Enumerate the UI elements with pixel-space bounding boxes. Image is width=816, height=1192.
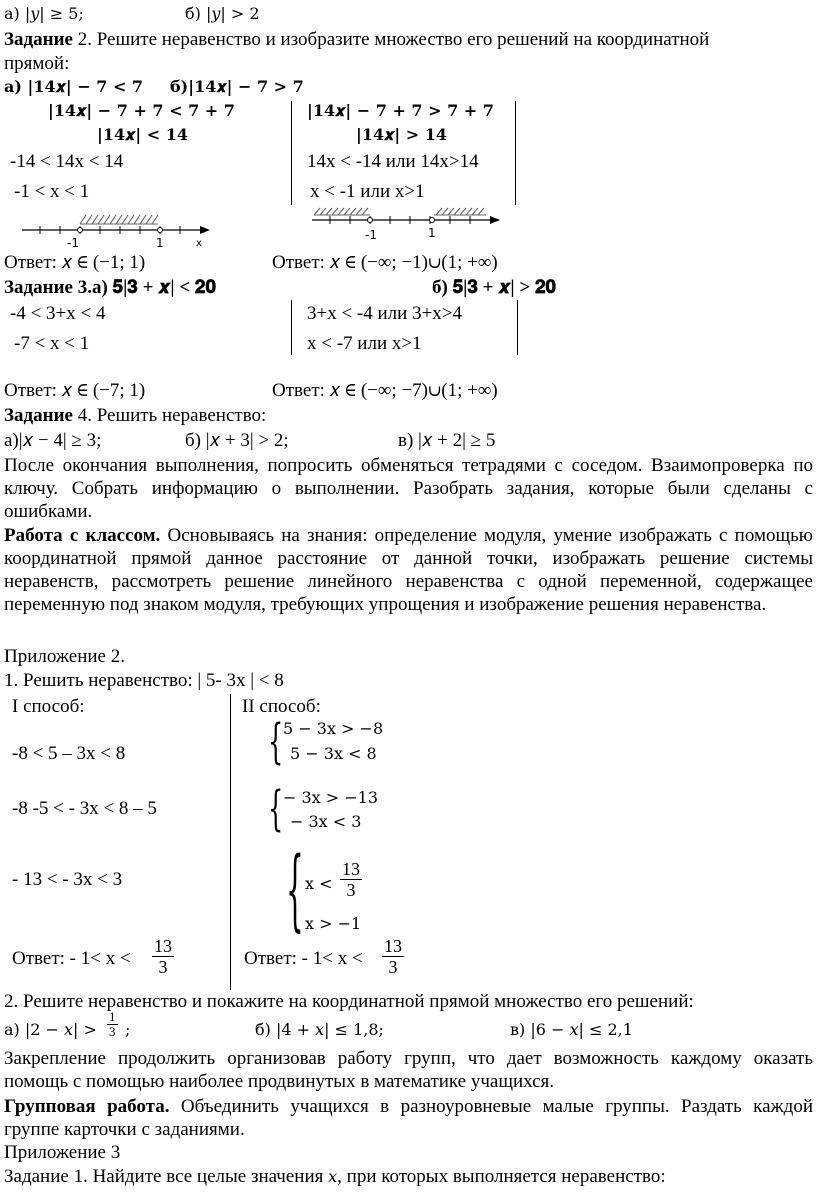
system-brace: {	[286, 840, 304, 942]
method2-title: II способ:	[242, 696, 321, 717]
task2-a-label: а) |𝟏𝟒𝒙| − 𝟕 < 𝟕	[4, 77, 144, 96]
appendix2-task2: 2. Решите неравенство и покажите на координатной прямой множество его решений:	[4, 991, 694, 1012]
method1-line2: -8 -5 < - 3x < 8 – 5	[12, 798, 157, 819]
axis-b-label-m1: -1	[365, 228, 377, 242]
axis-a-label-m1: -1	[67, 236, 79, 248]
method1-line1: -8 < 5 – 3x < 8	[12, 743, 126, 764]
column-divider	[291, 300, 292, 355]
fraction-13-3: $\frac{13}{3}$	[342, 859, 360, 900]
number-line-b	[310, 206, 510, 246]
appendix2-task2-a-end: ;	[125, 1020, 131, 1039]
task3-b-step1: 3+x < -4 или 3+x>4	[307, 303, 463, 324]
appendix2-task1: 1. Решить неравенство: | 5- 3x | < 8	[4, 670, 284, 691]
task3-answer-a: Ответ: 𝑥 ∈ (−7; 1)	[4, 380, 146, 401]
task2-a-step1: |𝟏𝟒𝒙| − 𝟕 + 𝟕 < 𝟕 + 𝟕	[48, 101, 235, 120]
system2-line1: − 3x > −13	[283, 788, 379, 807]
appendix3-task1: Задание 1. Найдите все целые значения 𝑥, при которых выполняется неравенство:	[4, 1166, 666, 1187]
appendix2-task2-c: в) |6 − 𝑥| ≤ 2,1	[510, 1020, 633, 1039]
fraction-13-3: $\frac{13}{3}$	[384, 936, 402, 977]
fraction-1-3: $\frac{1}{3}$	[109, 1009, 116, 1039]
paragraph-consolidation: Закрепление продолжить организовав работу групп, что дает возможность каждому оказать помощь с помощью наиболее продвинутых в математике учащихся.	[4, 1048, 813, 1092]
task2-b-step3: 14x < -14 или 14x>14	[307, 151, 479, 172]
task4-b: б) |𝑥 + 3| > 2;	[185, 430, 289, 451]
task3-b-step2: x < -7 или x>1	[307, 333, 422, 354]
task2-b-step2: |𝟏𝟒𝒙| > 𝟏𝟒	[356, 125, 448, 144]
method-divider	[230, 694, 231, 990]
system2-line2: − 3x < 3	[290, 812, 362, 831]
system3-line2: x > −1	[305, 914, 362, 933]
appendix2-title: Приложение 2.	[4, 646, 125, 667]
axis-a-label-1: 1	[156, 236, 164, 248]
appendix3-title: Приложение 3	[4, 1142, 121, 1163]
task2-heading: Задание 2. Решите неравенство и изобразите множество его решений на координатной	[4, 29, 710, 50]
method1-answer: Ответ: - 1< x <	[12, 948, 131, 969]
task3-a-step2: -7 < x < 1	[14, 333, 90, 354]
task2-answer-a: Ответ: 𝑥 ∈ (−1; 1)	[4, 252, 146, 273]
task4-a: а)|𝑥 − 4| ≥ 3;	[4, 430, 102, 451]
task4-c: в) |𝑥 + 2| ≥ 5	[398, 430, 496, 451]
task2-a-step2: |𝟏𝟒𝒙| < 𝟏𝟒	[97, 125, 189, 144]
task3-a-label: Задание 3.а) 𝟓|𝟑 + 𝒙| < 𝟐𝟎	[4, 277, 217, 298]
task2-answer-b: Ответ: 𝑥 ∈ (−∞; −1)∪(1; +∞)	[272, 252, 498, 273]
task2-a-step4: -1 < x < 1	[14, 181, 90, 202]
number-line-a	[20, 208, 220, 248]
task-1a: а) |𝑦| ≥ 5;	[4, 4, 84, 23]
task3-answer-b: Ответ: 𝑥 ∈ (−∞; −7)∪(1; +∞)	[272, 380, 498, 401]
appendix2-task2-b: б) |4 + 𝑥| ≤ 1,8;	[255, 1020, 384, 1039]
column-divider	[515, 101, 516, 205]
method1-line3: - 13 < - 3x < 3	[12, 869, 123, 890]
axis-b-label-1: 1	[428, 226, 436, 240]
task3-b-label: б) 𝟓|𝟑 + 𝒙| > 𝟐𝟎	[432, 277, 557, 298]
task4-heading: Задание 4. Решить неравенство:	[4, 405, 267, 426]
appendix2-task2-a: а) |2 − 𝑥| >	[4, 1020, 97, 1039]
method2-answer: Ответ: - 1< x <	[244, 948, 363, 969]
system1-line1: 5 − 3x > −8	[283, 719, 384, 738]
paragraph-group-work: Групповая работа. Объединить учащихся в разноуровневые малые группы. Раздать каждой группе карточки с заданиями.	[4, 1096, 813, 1140]
axis-a-label-x: x	[196, 238, 202, 248]
system-brace: {	[268, 714, 284, 770]
task2-b-step1: |𝟏𝟒𝒙| − 𝟕 + 𝟕 > 𝟕 + 𝟕	[307, 101, 494, 120]
system3-line1: x <	[305, 874, 333, 893]
task3-a-step1: -4 < 3+x < 4	[10, 303, 106, 324]
paragraph-class-work: Работа с классом. Основываясь на знания: определение модуля, умение изображать с помощью координатной прямой данное расстояние от данной точки, изображать решение системы неравенств, рассмотреть решение линейного неравенства с одной переменной, содержащее переменную под знаком модуля, требующих упрощения и изображение решения неравенства.	[4, 525, 813, 615]
task2-b-label: б)|𝟏𝟒𝒙| − 𝟕 > 𝟕	[170, 77, 304, 96]
column-divider	[517, 300, 518, 355]
task2-a-step3: -14 < 14x < 14	[10, 151, 124, 172]
paragraph-mutual-check: После окончания выполнения, попросить обменяться тетрадями с соседом. Взаимопроверка по ключу. Собрать информацию о выполнении. Разобрать задания, которые были сделаны с ошибками.	[4, 455, 813, 522]
fraction-13-3: $\frac{13}{3}$	[154, 936, 172, 977]
task2-b-step4: x < -1 или x>1	[310, 181, 425, 202]
column-divider	[291, 101, 292, 205]
method1-title: I способ:	[12, 696, 85, 717]
task-1b: б) |𝑦| > 2	[185, 4, 260, 23]
task2-heading-cont: прямой:	[4, 53, 70, 74]
system1-line2: 5 − 3x < 8	[290, 744, 377, 763]
system-brace: {	[268, 781, 284, 837]
